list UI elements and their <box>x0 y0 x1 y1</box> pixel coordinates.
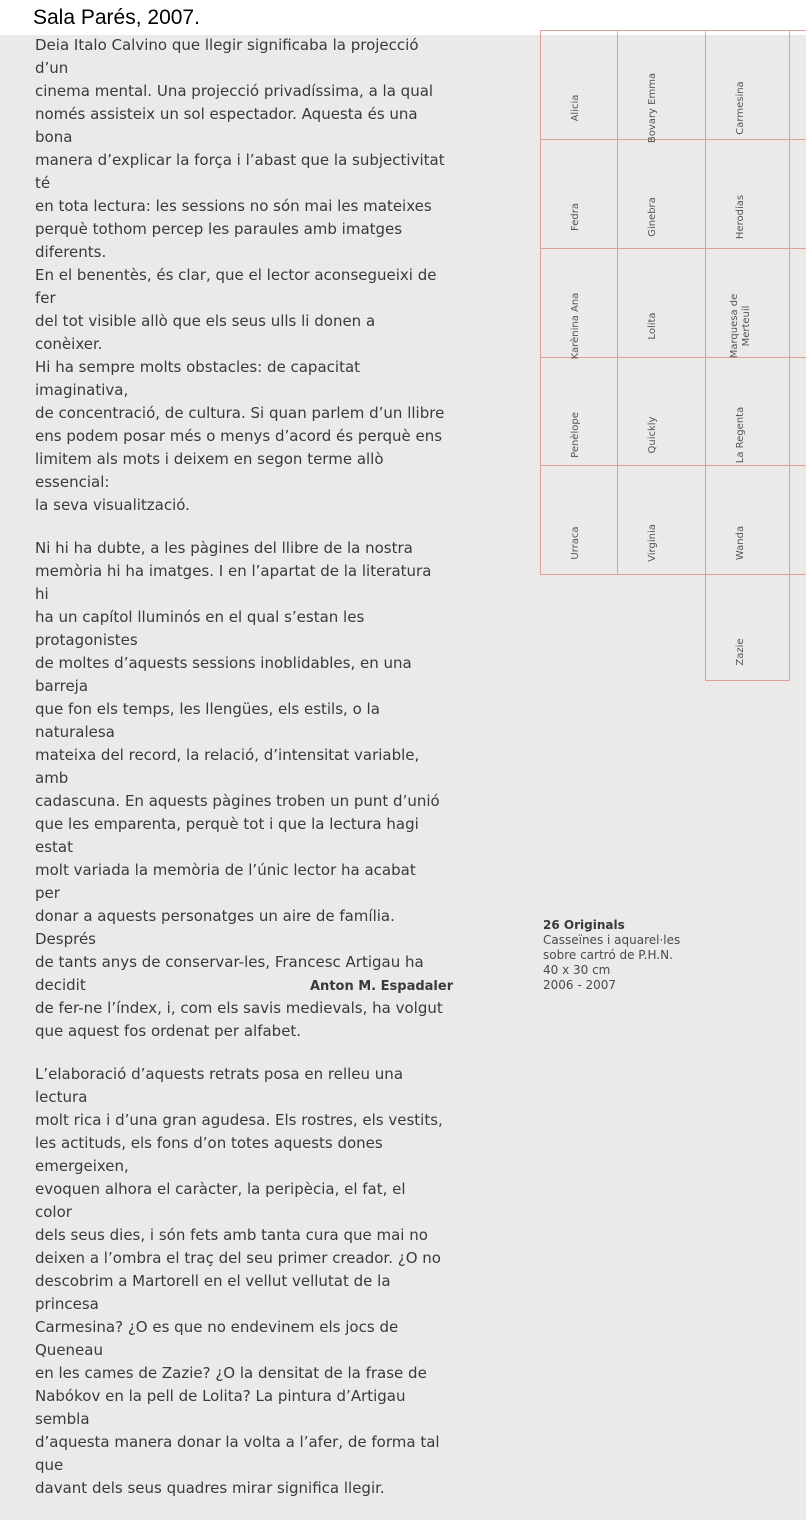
page-title: Sala Parés, 2007. <box>33 6 200 29</box>
grid-hline <box>540 574 618 575</box>
artwork-name: Bovary Emma <box>647 72 658 144</box>
grid-hline <box>789 574 806 575</box>
artwork-name: La Regenta <box>735 406 746 464</box>
grid-hline <box>617 465 706 466</box>
artwork-name: Zazie <box>735 638 746 666</box>
artwork-name: Ginebra <box>647 197 658 237</box>
grid-vline <box>617 30 618 574</box>
grid-hline <box>789 248 806 249</box>
artwork-name: Fedra <box>570 203 581 231</box>
grid-hline <box>705 574 790 575</box>
grid-hline <box>705 465 790 466</box>
grid-hline <box>705 30 790 31</box>
artwork-name: Marquesa de Merteuil <box>729 293 752 359</box>
author-signature: Anton M. Espadaler <box>310 979 454 994</box>
grid-hline <box>789 465 806 466</box>
essay-paragraph-2: Ni hi ha dubte, a les pàgines del llibre de la nostra memòria hi ha imatges. I en l’apartat de la literatura hi ha un capítol lluminós en el qual s’estan les protagonistes de moltes d’aquests sessions inoblidables, en una barreja que fon els temps, les llengües, els estils, o la naturalesa mateixa del record, la relació, d’intensitat variable, amb cadascuna. En aquests pàgines troben un punt d’unió que les emparenta, perquè tot i que la lectura hagi estat molt variada la memòria de l’únic lector ha acabat per donar a aquests personatges un aire de família. Després de tants anys de conservar-les, Francesc Artigau ha decidit de fer-ne l’índex, i, com els savis medievals, ha volgut que aquest fos ordenat per alfabet. <box>35 539 443 1040</box>
artwork-name: Quickly <box>647 416 658 454</box>
essay-paragraph-3: L’elaboració d’aquests retrats posa en relleu una lectura molt rica i d’una gran agudesa. Els rostres, els vestits, les actituds, els fons d’on totes aquests dones emergeixen, evoquen alhora el caràcter, la peripècia, el fat, el color dels seus dies, i són fets amb tanta cura que mai no deixen a l’ombra el traç del seu primer creador. ¿O no descobrim a Martorell en el vellut vellutat de la princesa Carmesina? ¿O es que no endevinem els jocs de Queneau en les cames de Zazie? ¿O la densitat de la frase de Nabókov en la pell de Lolita? La pintura d’Artigau sembla d’aquesta manera donar la volta a l’afer, de forma tal que davant dels seus quadres mirar significa llegir. <box>35 1065 443 1497</box>
grid-hline <box>705 680 790 681</box>
grid-hline <box>705 139 790 140</box>
caption-technique: Casseïnes i aquarel·les <box>543 933 681 947</box>
artwork-name: Virginia <box>647 524 658 562</box>
artwork-caption <box>543 918 680 993</box>
artwork-name: Lolita <box>647 312 658 340</box>
grid-hline <box>617 357 706 358</box>
caption-title: 26 Originals <box>543 918 625 932</box>
grid-hline <box>617 248 706 249</box>
grid-hline <box>540 30 618 31</box>
grid-hline <box>540 248 618 249</box>
caption-dimensions: 40 x 30 cm <box>543 963 611 977</box>
artwork-name: Wanda <box>735 525 746 561</box>
grid-hline <box>789 30 806 31</box>
artwork-name: Urraca <box>570 526 581 560</box>
artwork-name: Alicia <box>570 94 581 122</box>
grid-vline <box>540 30 541 574</box>
artwork-name: Herodías <box>735 194 746 240</box>
caption-dates: 2006 - 2007 <box>543 978 617 992</box>
grid-hline <box>789 357 806 358</box>
essay-text <box>35 34 445 1520</box>
artwork-name: Penèlope <box>570 412 581 458</box>
grid-vline <box>705 30 706 680</box>
essay-paragraph-1: Deia Italo Calvino que llegir significaba la projecció d’un cinema mental. Una projecció privadíssima, a la qual només assisteix un sol espectador. Aquesta és una bona manera d’explicar la força i l’abast que la subjectivitat té en tota lectura: les sessions no són mai les mateixes perquè tothom percep les paraules amb imatges diferents. En el benentès, és clar, que el lector aconsegueixi de fer del tot visible allò que els seus ulls li donen a conèixer. Hi ha sempre molts obstacles: de capacitat imaginativa, de concentració, de cultura. Si quan parlem d’un llibre ens podem posar més o menys d’acord és perquè ens limitem als mots i deixem en segon terme allò essencial: la seva visualització. <box>35 36 445 514</box>
caption-support: sobre cartró de P.H.N. <box>543 948 673 962</box>
grid-hline <box>617 30 706 31</box>
artwork-name: Karènina Ana <box>570 292 581 360</box>
grid-hline <box>789 139 806 140</box>
grid-vline <box>789 30 790 680</box>
artwork-index-grid <box>540 30 806 680</box>
grid-hline <box>540 139 618 140</box>
grid-hline <box>540 465 618 466</box>
grid-hline <box>705 248 790 249</box>
artwork-name: Carmesina <box>735 81 746 135</box>
grid-hline <box>617 139 706 140</box>
grid-hline <box>617 574 706 575</box>
